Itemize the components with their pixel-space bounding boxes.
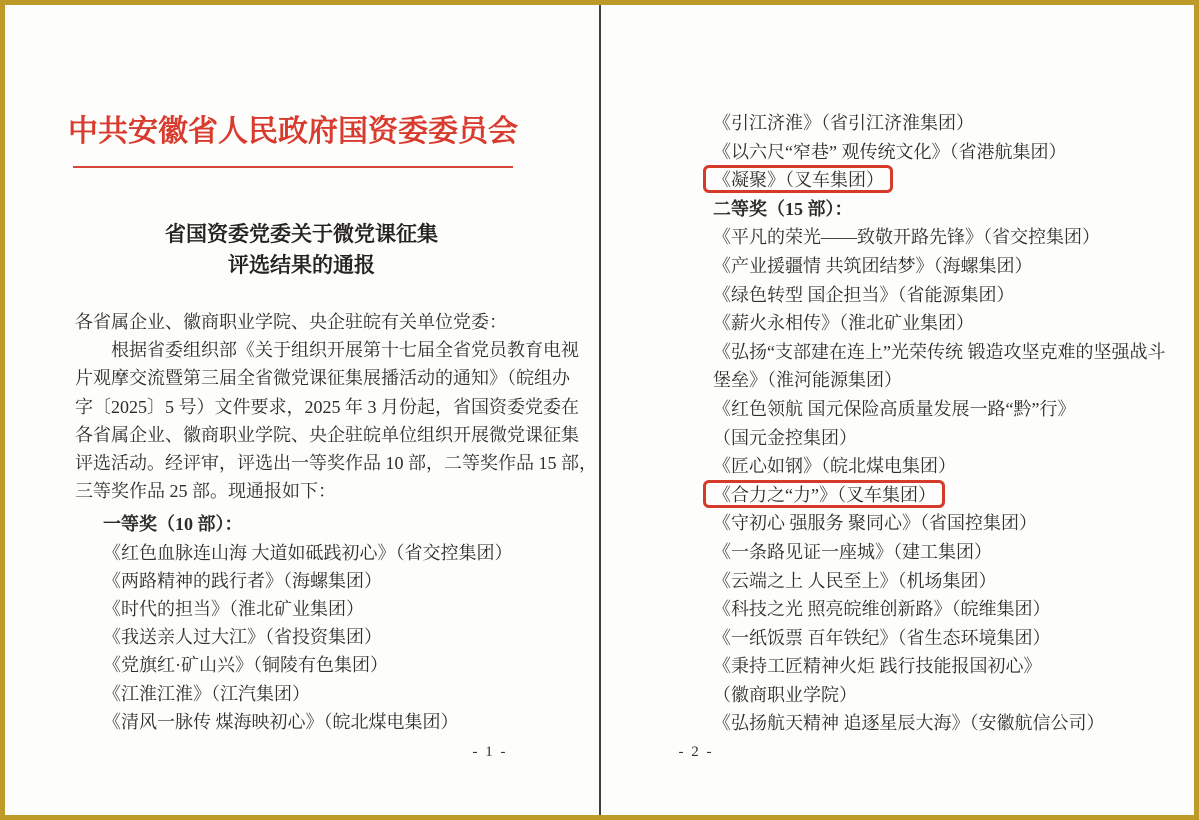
page1-body xyxy=(75,308,597,736)
letterhead-rule xyxy=(73,166,513,168)
page2-body xyxy=(713,109,1188,738)
text-line xyxy=(713,166,1188,195)
text-line: 《一纸饭票 百年铁纪》（省生态环境集团） xyxy=(713,627,1051,648)
text-line: 《弘扬“支部建在连上”光荣传统 锻造攻坚克难的坚强战斗 xyxy=(713,341,1166,362)
text-line: （国元金控集团） xyxy=(713,427,857,448)
text-line: 堡垒》（淮河能源集团） xyxy=(713,370,902,391)
text-line: 片观摩交流暨第三届全省微党课征集展播活动的通知》（皖组办 xyxy=(75,368,570,389)
text-line: 一等奖（10 部）： xyxy=(103,514,243,535)
text-line: 《党旗红·矿山兴》（铜陵有色集团） xyxy=(103,655,388,676)
text-line: 《红色血脉连山海 大道如砥践初心》（省交控集团） xyxy=(103,542,513,563)
text-line: 评选活动。经评审，评选出一等奖作品 10 部，二等奖作品 15 部， xyxy=(75,453,597,474)
text-line: 《秉持工匠精神火炬 践行技能报国初心》 xyxy=(713,656,1042,677)
document-title xyxy=(5,219,598,281)
text-line: 《引江济淮》（省引江济淮集团） xyxy=(713,113,974,133)
text-line: 《云端之上 人民至上》（机场集团） xyxy=(713,570,997,591)
text-line: 《江淮江淮》（江汽集团） xyxy=(103,683,310,704)
highlight-box: 《凝聚》（叉车集团） xyxy=(713,170,884,191)
text-line: 三等奖作品 25 部。现通报如下： xyxy=(75,481,336,502)
page-1 xyxy=(5,5,598,815)
text-line: （徽商职业学院） xyxy=(713,684,857,705)
text-line: 《时代的担当》（淮北矿业集团） xyxy=(103,599,364,620)
text-line: 《弘扬航天精神 追逐星辰大海》（安徽航信公司） xyxy=(713,713,1105,734)
text-line: 《绿色转型 国企担当》（省能源集团） xyxy=(713,284,1015,305)
text-line xyxy=(713,481,1188,510)
page1-number: - 1 - xyxy=(472,744,508,760)
text-line: 《我送亲人过大江》（省投资集团） xyxy=(103,627,382,648)
letterhead-title: 中共安徽省人民政府国资委委员会 xyxy=(68,115,518,148)
text-line: 《一条路见证一座城》（建工集团） xyxy=(713,541,992,562)
document-title-line2: 评选结果的通报 xyxy=(228,253,375,277)
text-line: 《守初心 强服务 聚同心》（省国控集团） xyxy=(713,513,1037,534)
page-2 xyxy=(601,5,1194,815)
text-line: 根据省委组织部《关于组织开展第十七届全省党员教育电视 xyxy=(111,340,579,361)
text-line: 二等奖（15 部）： xyxy=(713,198,853,219)
page2-number: - 2 - xyxy=(678,744,714,760)
text-line: 《产业援疆情 共筑团结梦》（海螺集团） xyxy=(713,255,1033,276)
text-line: 《以六尺“窄巷” 观传统文化》（省港航集团） xyxy=(713,141,1067,162)
text-line: 《两路精神的践行者》（海螺集团） xyxy=(103,570,382,591)
text-line: 《匠心如钢》（皖北煤电集团） xyxy=(713,456,956,477)
text-line: 字〔2025〕5 号）文件要求，2025 年 3 月份起，省国资委党委在 xyxy=(75,396,579,417)
document-title-line1: 省国资委党委关于微党课征集 xyxy=(165,222,438,246)
text-line: 《红色领航 国元保险高质量发展一路“黔”行》 xyxy=(713,398,1076,419)
text-line: 《清风一脉传 煤海映初心》（皖北煤电集团） xyxy=(103,711,459,732)
text-line: 各省属企业、徽商职业学院、央企驻皖单位组织开展微党课征集 xyxy=(75,424,579,445)
highlight-box: 《合力之“力”》（叉车集团） xyxy=(713,484,936,505)
text-line: 《薪火永相传》（淮北矿业集团） xyxy=(713,313,974,334)
text-line: 各省属企业、徽商职业学院、央企驻皖有关单位党委： xyxy=(75,312,507,332)
text-line: 《平凡的荣光——致敬开路先锋》（省交控集团） xyxy=(713,227,1100,248)
text-line: 《科技之光 照亮皖维创新路》（皖维集团） xyxy=(713,599,1051,620)
